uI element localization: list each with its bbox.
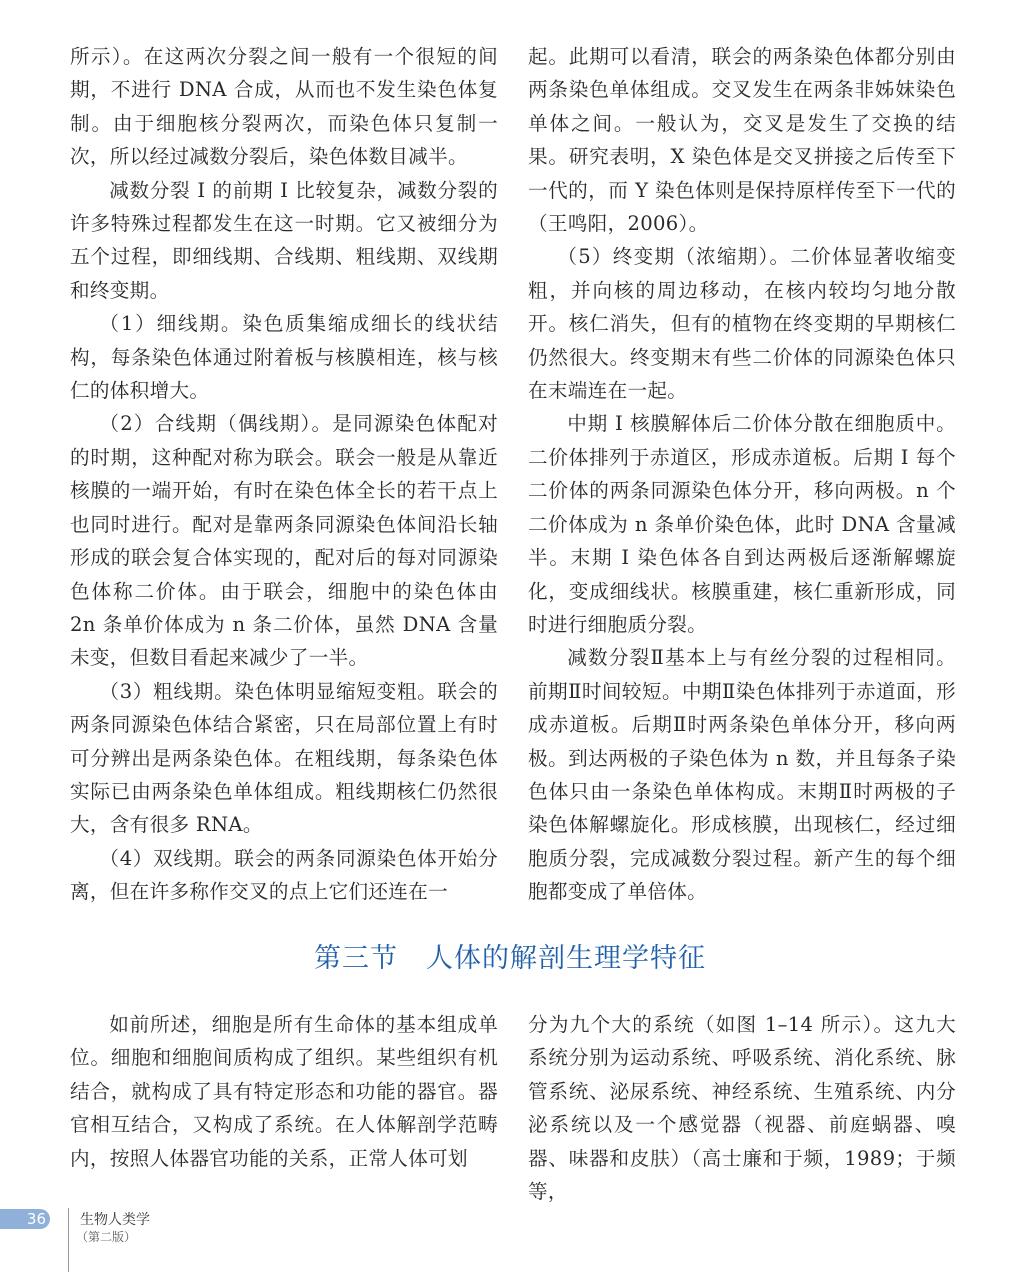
footer-divider — [68, 1208, 69, 1272]
paragraph: （3）粗线期。染色体明显缩短变粗。联会的两条同源染色体结合紧密，只在局部位置上有时可分辨出是两条染色体。在粗线期，每条染色体实际已由两条染色单体组成。粗线期核仁仍然很大，含有很多 RNA。 — [70, 679, 498, 837]
paragraph: （2）合线期（偶线期）。是同源染色体配对的时期，这种配对称为联会。联会一般是从靠近核膜的一端开始，有时在染色体全长的若干点上也同时进行。配对是靠两条同源染色体间沿长轴形成的联会复合体实现的，配对后的每对同源染色体称二价体。由于联会，细胞中的染色体由 2n 条单价体成为 n 条二价体，虽然 DNA 含量未变，但数目看起来减少了一半。 — [70, 412, 498, 670]
page-number: 36 — [0, 1209, 50, 1229]
paragraph: 如前所述，细胞是所有生命体的基本组成单位。细胞和细胞间质构成了组织。某些组织有机结合，就构成了具有特定形态和功能的器官。器官相互结合，又构成了系统。在人体解剖学范畴内，按照人体器官功能的关系，正常人体可划 — [70, 1013, 498, 1170]
book-edition: （第二版） — [76, 1230, 137, 1244]
text-column-top-right — [528, 40, 956, 909]
text-column-top-left — [70, 40, 498, 909]
paragraph: 所示）。在这两次分裂之间一般有一个很短的间期，不进行 DNA 合成，从而也不发生染色体复制。由于细胞核分裂两次，而染色体只复制一次，所以经过减数分裂后，染色体数目减半。 — [70, 45, 498, 169]
paragraph: 中期 I 核膜解体后二价体分散在细胞质中。二价体排列于赤道区，形成赤道板。后期 I 每个二价体的两条同源染色体分开，移向两极。n 个二价体成为 n 条单价染色体，此时 DNA 含量减半。末期 I 染色体各自到达两极后逐渐解螺旋化，变成细线状。核膜重建，核仁重新形成，同时进行细胞质分裂。 — [528, 412, 956, 636]
paragraph: 分为九个大的系统（如图 1–14 所示）。这九大系统分别为运动系统、呼吸系统、消化系统、脉管系统、泌尿系统、神经系统、生殖系统、内分泌系统以及一个感觉器（视器、前庭蜗器、嗅器、味器和皮肤）（高士廉和于频，1989；于频等， — [528, 1013, 956, 1204]
book-title: 生物人类学 — [80, 1212, 150, 1228]
section-title: 第三节 人体的解剖生理学特征 — [314, 943, 706, 974]
text-column-bottom-left — [70, 1008, 498, 1175]
paragraph: 起。此期可以看清，联会的两条染色体都分别由两条染色单体组成。交叉发生在两条非姊妹染色单体之间。一般认为，交叉是发生了交换的结果。研究表明，X 染色体是交叉拼接之后传至下一代的，而 Y 染色体则是保持原样传至下一代的（王鸣阳，2006）。 — [528, 45, 956, 236]
paragraph: （4）双线期。联会的两条同源染色体开始分离，但在许多称作交叉的点上它们还连在一 — [70, 846, 498, 904]
paragraph: （1）细线期。染色质集缩成细长的线状结构，每条染色体通过附着板与核膜相连，核与核仁的体积增大。 — [70, 312, 498, 403]
text-column-bottom-right — [528, 1008, 956, 1208]
paragraph: 减数分裂Ⅱ基本上与有丝分裂的过程相同。前期Ⅱ时间较短。中期Ⅱ染色体排列于赤道面，形成赤道板。后期Ⅱ时两条染色单体分开，移向两极。到达两极的子染色体为 n 数，并且每条子染色体只由一条染色单体构成。末期Ⅱ时两极的子染色体解螺旋化。形成核膜，出现核仁，经过细胞质分裂，完成减数分裂过程。新产生的每个细胞都变成了单倍体。 — [528, 646, 956, 904]
paragraph: 减数分裂 I 的前期 I 比较复杂，减数分裂的许多特殊过程都发生在这一时期。它又被细分为五个过程，即细线期、合线期、粗线期、双线期和终变期。 — [70, 178, 498, 302]
paragraph: （5）终变期（浓缩期）。二价体显著收缩变粗，并向核的周边移动，在核内较均匀地分散开。核仁消失，但有的植物在终变期的早期核仁仍然很大。终变期末有些二价体的同源染色体只在末端连在一起。 — [528, 245, 956, 403]
